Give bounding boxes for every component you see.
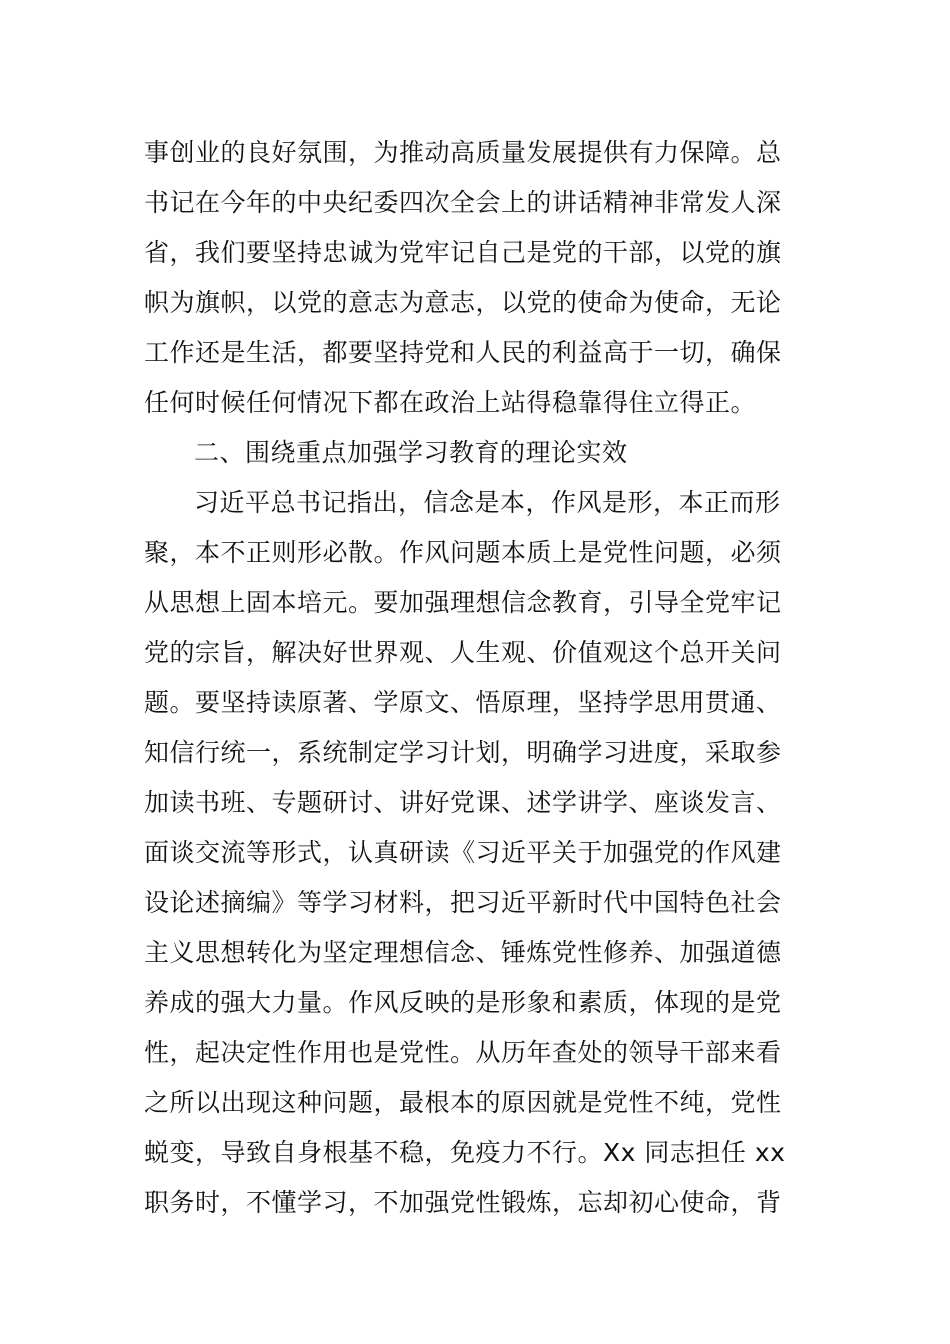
paragraph-line: 帜为旗帜，以党的意志为意志，以党的使命为使命，无论	[144, 288, 782, 317]
paragraph-line: 聚，本不正则形必散。作风问题本质上是党性问题，必须	[144, 538, 782, 567]
paragraph-line: 主义思想转化为坚定理想信念、锤炼党性修养、加强道德	[144, 938, 782, 967]
paragraph-line: 题。要坚持读原著、学原文、悟原理，坚持学思用贯通、	[144, 688, 782, 717]
paragraph-line: 省，我们要坚持忠诚为党牢记自己是党的干部，以党的旗	[144, 238, 782, 267]
paragraph-line: 加读书班、专题研讨、讲好党课、述学讲学、座谈发言、	[144, 788, 782, 817]
paragraph-line: 习近平总书记指出，信念是本，作风是形，本正而形	[194, 488, 781, 517]
paragraph-line: 职务时，不懂学习，不加强党性锻炼，忘却初心使命，背	[144, 1188, 782, 1217]
paragraph-line: 从思想上固本培元。要加强理想信念教育，引导全党牢记	[144, 588, 782, 617]
paragraph-line: 之所以出现这种问题，最根本的原因就是党性不纯，党性	[144, 1088, 782, 1117]
paragraph-line: 养成的强大力量。作风反映的是形象和素质，体现的是党	[144, 988, 782, 1017]
paragraph-line: 知信行统一，系统制定学习计划，明确学习进度，采取参	[144, 738, 782, 767]
section-heading: 二、围绕重点加强学习教育的理论实效	[194, 438, 628, 467]
paragraph-line: 事创业的良好氛围，为推动高质量发展提供有力保障。总	[144, 138, 782, 167]
paragraph-line: 工作还是生活，都要坚持党和人民的利益高于一切，确保	[144, 338, 782, 367]
paragraph-line: 设论述摘编》等学习材料，把习近平新时代中国特色社会	[144, 888, 782, 917]
paragraph-line: 性，起决定性作用也是党性。从历年查处的领导干部来看	[144, 1038, 782, 1067]
document-body	[144, 128, 814, 1228]
paragraph-line: 任何时候任何情况下都在政治上站得稳靠得住立得正。	[144, 388, 757, 417]
paragraph-line: 党的宗旨，解决好世界观、人生观、价值观这个总开关问	[144, 638, 782, 667]
paragraph-line: 书记在今年的中央纪委四次全会上的讲话精神非常发人深	[144, 188, 782, 217]
paragraph-line: 蜕变，导致自身根基不稳，免疫力不行。Xx 同志担任 xx	[144, 1138, 786, 1167]
paragraph-line: 面谈交流等形式，认真研读《习近平关于加强党的作风建	[144, 838, 782, 867]
